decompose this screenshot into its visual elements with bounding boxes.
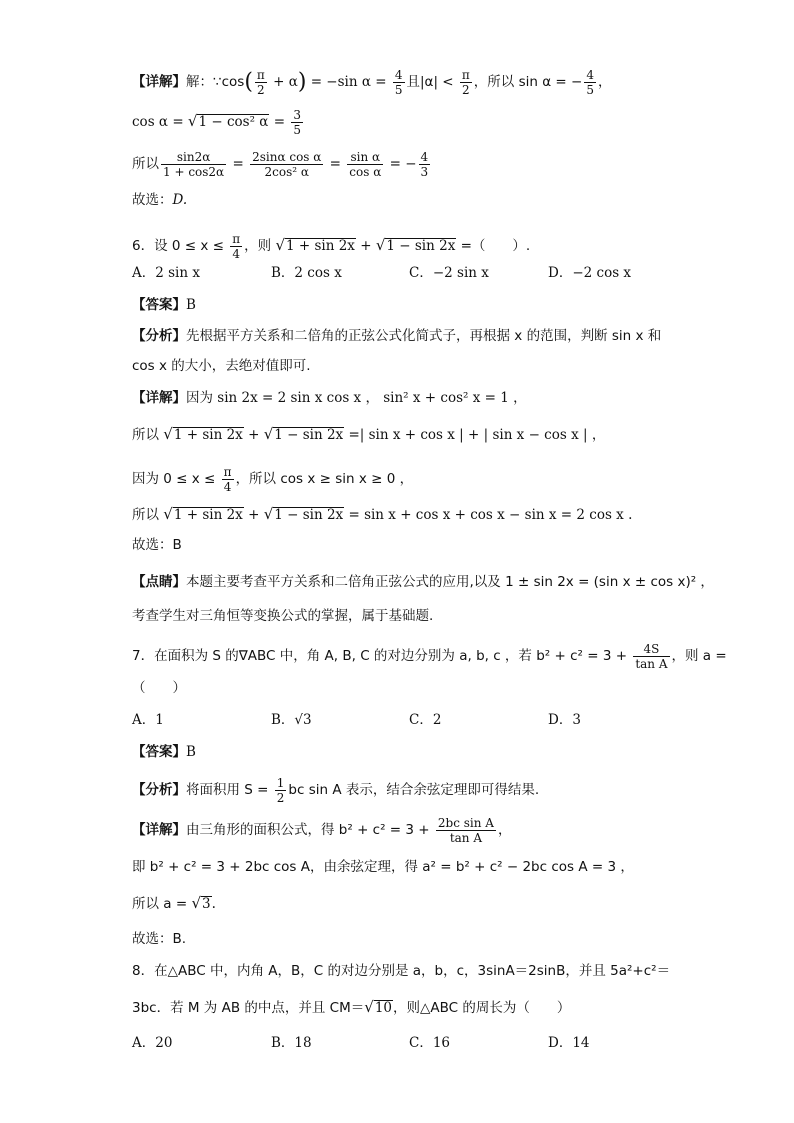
q7-detail-line3: 所以 a = √3. <box>132 894 216 912</box>
q8-option-a[interactable]: A．20 <box>132 1035 173 1051</box>
q6-comment-line1: 【点睛】本题主要考查平方关系和二倍角正弦公式的应用,以及 1 ± sin 2x = (sin x ± cos x)² ， <box>132 574 714 590</box>
q6-option-b[interactable]: B．2 cos x <box>271 265 342 281</box>
q8-option-d[interactable]: D．14 <box>548 1035 590 1051</box>
q6-answer: 【答案】B <box>132 297 196 313</box>
q5-detail-line3: 所以 $\frac{\sin 2\alpha}{1 + \cos 2\alpha}$ = $\frac{\text{2sinα cos α}}{\text{2cos² α}}$ = $\frac{\text{sin α}}{\text{cos α}}$ = − $\frac{4}{3}$ <box>132 150 429 179</box>
q6-detail-line1: 【详解】因为 sin 2x = 2 sin x cos x ， sin² x + cos² x = 1 ， <box>132 390 527 406</box>
q5-detail-line2: cos α = √1 − cos² α = $\frac{3}{5}$ <box>132 108 301 137</box>
q8-option-b[interactable]: B．18 <box>271 1035 312 1051</box>
q6-analysis-line2: cos x 的大小，去绝对值即可. <box>132 358 311 374</box>
q7-detail-line1: 【详解】由三角形的面积公式，得 b² + c² = 3 + $\frac{\text{2bc sin A}}{\text{tan A}}$ ， <box>132 816 512 845</box>
q7-stem-line2: （ ） <box>132 680 186 696</box>
q6-detail-line4: 所以 √1 + sin 2x + √1 − sin 2x = sin x + cos x + cos x − sin x = 2 cos x . <box>132 505 633 523</box>
q6-option-c[interactable]: C．−2 sin x <box>409 265 489 281</box>
q6-choose: 故选：B <box>132 537 182 553</box>
q5-choose: 故选：D. <box>132 192 188 208</box>
q7-detail-line2: 即 b² + c² = 3 + 2bc cos A，由余弦定理，得 a² = b² + c² − 2bc cos A = 3 ， <box>132 859 634 875</box>
q6-detail-line3: 因为 0 ≤ x ≤ $\frac{\pi}{4}$ ，所以 cos x ≥ sin x ≥ 0 ， <box>132 465 414 494</box>
q7-option-c[interactable]: C．2 <box>409 712 442 728</box>
q8-stem-line1: 8．在△ABC 中，内角 A，B，C 的对边分别是 a，b，c，3sinA＝2sinB，并且 5a²+c²＝ <box>132 963 671 979</box>
q7-option-d[interactable]: D．3 <box>548 712 581 728</box>
q7-option-b[interactable]: B．√3 <box>271 712 312 728</box>
q7-answer: 【答案】B <box>132 744 196 760</box>
q6-detail-line2: 所以 √1 + sin 2x + √1 − sin 2x =| sin x + cos x | + | sin x − cos x | ， <box>132 425 606 443</box>
q6-option-d[interactable]: D．−2 cos x <box>548 265 632 281</box>
q6-comment-line2: 考查学生对三角恒等变换公式的掌握，属于基础题. <box>132 608 434 624</box>
q7-analysis: 【分析】将面积用 S = $\frac{1}{2}$ bc sin A 表示，结合余弦定理即可得结果. <box>132 776 540 805</box>
detail-tag: 【详解】 <box>132 74 186 90</box>
fraction: $\frac{\pi}{2}$ <box>256 68 265 97</box>
q6-option-a[interactable]: A．2 sin x <box>132 265 200 281</box>
q5-detail-line1: 【详解】解：∵cos( $\frac{\pi}{2}$ + α) = −sin α = $\frac{4}{5}$ 且|α| < $\frac{\pi}{2}$ ，所以 sin α = − $\frac{4}{5}$ ， <box>132 68 612 97</box>
q7-option-a[interactable]: A．1 <box>132 712 164 728</box>
q8-stem-line2: 3bc．若 M 为 AB 的中点，并且 CM＝√10，则△ABC 的周长为（ ） <box>132 998 571 1016</box>
q7-choose: 故选：B. <box>132 931 187 947</box>
q6-stem: 6．设 0 ≤ x ≤ $\frac{\pi}{4}$ ，则 √1 + sin 2x + √1 − sin 2x =（ ）. <box>132 232 531 261</box>
q6-analysis-line1: 【分析】先根据平方关系和二倍角的正弦公式化简式子，再根据 x 的范围，判断 sin x 和 <box>132 328 662 344</box>
q7-stem-line1: 7．在面积为 S 的∇ABC 中，角 A, B, C 的对边分别为 a, b, c ，若 b² + c² = 3 + $\frac{4S}{\text{tan A}}$ ，则 a = <box>132 642 727 671</box>
q8-option-c[interactable]: C．16 <box>409 1035 451 1051</box>
